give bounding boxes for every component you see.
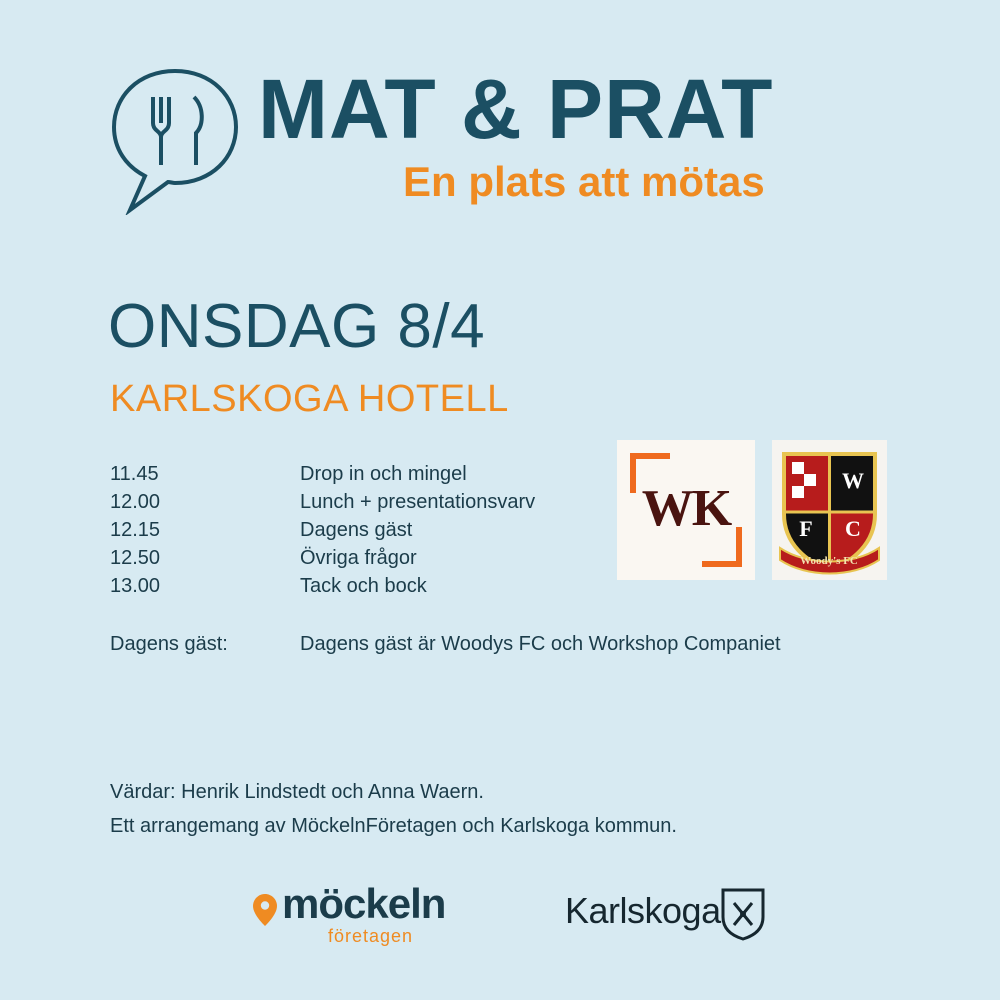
mockeln-foretagen-logo [250, 880, 446, 947]
speech-bubble-cutlery-icon [108, 65, 243, 215]
schedule-row [110, 544, 590, 572]
schedule-list [110, 460, 590, 600]
schedule-time: 12.50 [110, 547, 161, 569]
page-subtitle: En plats att mötas [403, 158, 765, 205]
workshop-companiet-logo-text: WK [641, 480, 731, 537]
schedule-activity: Drop in och mingel [300, 463, 467, 485]
svg-text:F: F [799, 516, 813, 541]
svg-text:Woody's FC: Woody's FC [800, 555, 858, 567]
page-title: MAT & PRAT [258, 62, 774, 156]
schedule-row [110, 572, 590, 600]
karlskoga-word: Karlskoga [565, 890, 721, 931]
schedule-time: 12.15 [110, 519, 161, 541]
schedule-activity: Övriga frågor [300, 547, 417, 569]
title-block [258, 62, 774, 205]
footer-text [110, 775, 677, 843]
schedule-activity: Tack och bock [300, 575, 427, 597]
schedule-row [110, 488, 590, 516]
guest-row [110, 630, 870, 658]
event-venue: KARLSKOGA HOTELL [110, 378, 509, 420]
schedule-time: 11.45 [110, 463, 159, 485]
guest-logos [617, 440, 887, 580]
schedule-row [110, 516, 590, 544]
svg-text:W: W [842, 468, 864, 493]
schedule-row [110, 460, 590, 488]
schedule-activity: Dagens gäst [300, 519, 413, 541]
woodys-fc-logo [772, 440, 887, 580]
footer-organizer: Ett arrangemang av MöckelnFöretagen och Karlskoga kommun. [110, 815, 677, 837]
guest-label: Dagens gäst: [110, 633, 228, 655]
workshop-companiet-logo [617, 440, 755, 580]
guest-text: Dagens gäst är Woodys FC och Workshop Companiet [300, 633, 781, 655]
footer-hosts: Värdar: Henrik Lindstedt och Anna Waern. [110, 781, 484, 803]
karlskoga-shield-icon [720, 887, 766, 941]
svg-text:C: C [845, 516, 861, 541]
mockeln-subword: företagen [328, 926, 414, 946]
schedule-time: 13.00 [110, 575, 161, 597]
event-day: ONSDAG 8/4 [108, 292, 486, 361]
map-pin-icon [252, 893, 278, 927]
schedule-activity: Lunch + presentationsvarv [300, 491, 536, 513]
poster-header [0, 55, 1000, 245]
mockeln-word: möckeln [282, 880, 446, 927]
bottom-logos [0, 880, 1000, 965]
schedule-time: 12.00 [110, 491, 161, 513]
